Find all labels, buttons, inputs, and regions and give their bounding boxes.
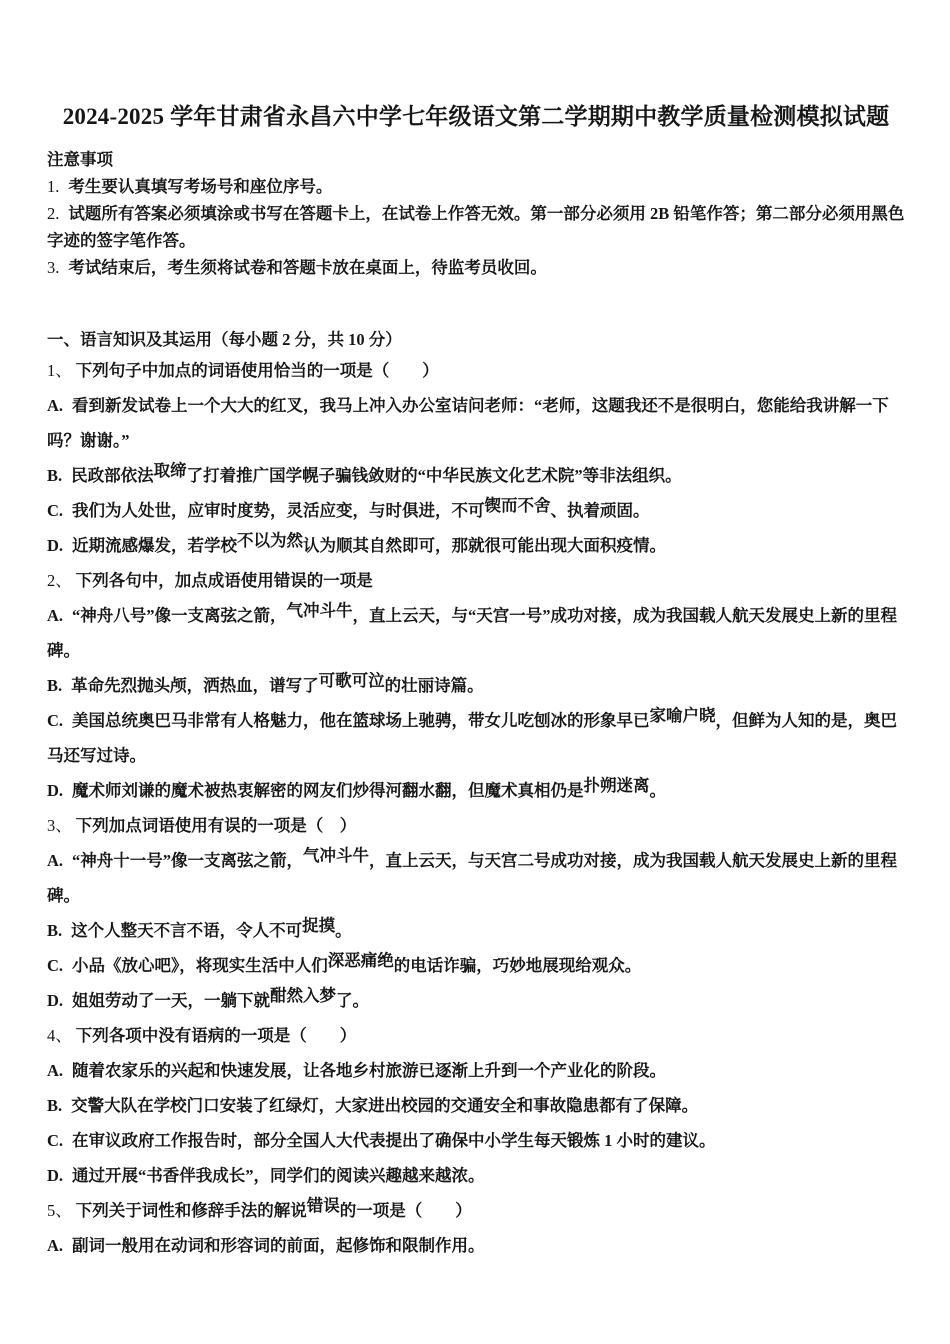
text-segment: 下列加点词语使用有误的一项是（ ）	[75, 815, 357, 835]
option-label: B.	[47, 920, 63, 940]
option-label: A.	[47, 1235, 64, 1255]
notice-item	[47, 254, 905, 281]
answer-option	[47, 1158, 905, 1193]
question-stem	[47, 1018, 905, 1053]
text-segment: 、执着顽固。	[550, 500, 650, 520]
option-label: A.	[47, 605, 64, 625]
section-heading: 一、语言知识及其运用（每小题 2 分，共 10 分）	[47, 329, 402, 349]
text-segment: 民政部依法	[71, 465, 154, 485]
text-segment: 认为顺其自然即可，那就很可能出现大面积疫情。	[303, 535, 667, 555]
notice-item-number: 3.	[47, 257, 60, 277]
text-segment: 革命先烈抛头颅，洒热血，谱写了	[71, 675, 319, 695]
option-label: D.	[47, 1165, 64, 1185]
text-segment: 看到新发试卷上一个大大的红叉，我马上冲入办公室诘问老师：“老师，这题我还不是很明白，您能给我讲解一下吗？谢谢。”	[47, 395, 889, 450]
option-label: C.	[47, 500, 64, 520]
notice-heading: 注意事项	[47, 149, 113, 169]
option-label: C.	[47, 955, 64, 975]
notice-item-number: 2.	[47, 203, 60, 223]
option-label: A.	[47, 395, 64, 415]
dotted-word: 不以为然	[237, 530, 304, 550]
answer-option	[47, 528, 905, 563]
question-number: 4、	[47, 1025, 72, 1045]
dotted-word: 扑朔迷离	[583, 775, 650, 795]
text-segment: “神舟十一号”像一支离弦之箭，	[72, 850, 304, 870]
answer-option	[47, 843, 905, 913]
notice-item	[47, 173, 905, 200]
answer-option	[47, 1088, 905, 1123]
notice-item-number: 1.	[47, 176, 60, 196]
answer-option	[47, 773, 905, 808]
text-segment: 副词一般用在动词和形容词的前面，起修饰和限制作用。	[72, 1235, 485, 1255]
text-segment: 通过开展“书香伴我成长”，同学们的阅读兴趣越来越浓。	[72, 1165, 485, 1185]
text-segment: 随着农家乐的兴起和快速发展，让各地乡村旅游已逐渐上升到一个产业化的阶段。	[72, 1060, 667, 1080]
text-segment: 美国总统奥巴马非常有人格魅力，他在篮球场上驰骋，带女儿吃刨冰的形象早已	[72, 710, 650, 730]
question-stem	[47, 563, 905, 598]
answer-option	[47, 668, 905, 703]
notice-section	[47, 146, 905, 281]
answer-option	[47, 983, 905, 1018]
question-stem	[47, 808, 905, 843]
option-label: D.	[47, 535, 64, 555]
question-stem	[47, 1193, 905, 1228]
option-label: D.	[47, 990, 64, 1010]
notice-item-text: 试题所有答案必须填涂或书写在答题卡上，在试卷上作答无效。第一部分必须用 2B 铅笔作答；第二部分必须用黑色字迹的签字笔作答。	[47, 203, 905, 250]
text-segment: ，直上云天，与天宫二号成功对接，成为我国载人航天发展史上新的里程碑。	[47, 850, 898, 905]
answer-option	[47, 948, 905, 983]
dotted-word: 深恶痛绝	[327, 950, 394, 970]
text-segment: 下列各项中没有语病的一项是（ ）	[75, 1025, 357, 1045]
answer-option	[47, 703, 905, 773]
text-segment: 姐姐劳动了一天，一躺下就	[72, 990, 271, 1010]
text-segment: 近期流感爆发，若学校	[72, 535, 238, 555]
answer-option	[47, 458, 905, 493]
option-label: A.	[47, 850, 64, 870]
text-segment: ，直上云天，与“天宫一号”成功对接，成为我国载人航天发展史上新的里程碑。	[47, 605, 898, 660]
dotted-word: 气冲斗牛	[286, 600, 353, 620]
dotted-word: 酣然入梦	[270, 985, 337, 1005]
answer-option	[47, 913, 905, 948]
question-number: 3、	[47, 815, 72, 835]
text-segment: 的壮丽诗篇。	[384, 675, 484, 695]
notice-item-text: 考试结束后，考生须将试卷和答题卡放在桌面上，待监考员收回。	[68, 257, 547, 277]
dotted-word: 捉摸	[302, 915, 336, 935]
text-segment: 下列关于词性和修辞手法的解说	[75, 1200, 307, 1220]
dotted-word: 锲而不舍	[484, 495, 551, 515]
option-label: B.	[47, 675, 63, 695]
option-label: C.	[47, 1130, 64, 1150]
answer-option	[47, 1123, 905, 1158]
text-segment: 下列句子中加点的词语使用恰当的一项是（ ）	[75, 360, 439, 380]
answer-option	[47, 1228, 905, 1263]
text-segment: 这个人整天不言不语，令人不可	[71, 920, 303, 940]
text-segment: 了。	[336, 990, 370, 1010]
text-segment: 下列各句中，加点成语使用错误的一项是	[75, 570, 373, 590]
questions-list	[47, 353, 905, 1263]
option-label: D.	[47, 780, 64, 800]
text-segment: 。	[649, 780, 667, 800]
answer-option	[47, 388, 905, 458]
option-label: B.	[47, 465, 63, 485]
text-segment: “神舟八号”像一支离弦之箭，	[72, 605, 287, 625]
text-segment: ，但鲜为人知的是，奥巴马还写过诗。	[47, 710, 898, 765]
question-stem	[47, 353, 905, 388]
text-segment: 魔术师刘谦的魔术被热衷解密的网友们炒得河翻水翻，但魔术真相仍是	[72, 780, 584, 800]
question-number: 5、	[47, 1200, 72, 1220]
option-label: C.	[47, 710, 64, 730]
dotted-word: 家喻户晓	[649, 705, 716, 725]
text-segment: 了打着推广国学幌子骗钱敛财的“中华民族文化艺术院”等非法组织。	[186, 465, 682, 485]
text-segment: 的电话诈骗，巧妙地展现给观众。	[393, 955, 642, 975]
text-segment: 在审议政府工作报告时，部分全国人大代表提出了确保中小学生每天锻炼 1 小时的建议。	[72, 1130, 716, 1150]
dotted-word: 取缔	[153, 460, 187, 480]
question-number: 2、	[47, 570, 72, 590]
question-number: 1、	[47, 360, 72, 380]
text-segment: 小品《放心吧》，将现实生活中人们	[72, 955, 328, 975]
notice-item	[47, 200, 905, 254]
text-segment: 。	[335, 920, 352, 940]
notice-item-text: 考生要认真填写考场号和座位序号。	[68, 176, 333, 196]
text-segment: 交警大队在学校门口安装了红绿灯，大家进出校园的交通安全和事故隐患都有了保障。	[71, 1095, 699, 1115]
text-segment: 我们为人处世，应审时度势，灵活应变，与时俱进，不可	[72, 500, 485, 520]
answer-option	[47, 1053, 905, 1088]
answer-option	[47, 493, 905, 528]
dotted-word: 气冲斗牛	[303, 845, 370, 865]
dotted-word: 错误	[306, 1195, 340, 1215]
option-label: A.	[47, 1060, 64, 1080]
dotted-word: 可歌可泣	[318, 670, 385, 690]
notice-items	[47, 173, 905, 281]
page-title: 2024-2025 学年甘肃省永昌六中学七年级语文第二学期期中教学质量检测模拟试题	[62, 104, 890, 129]
answer-option	[47, 598, 905, 668]
text-segment: 的一项是（ ）	[339, 1200, 472, 1220]
option-label: B.	[47, 1095, 63, 1115]
